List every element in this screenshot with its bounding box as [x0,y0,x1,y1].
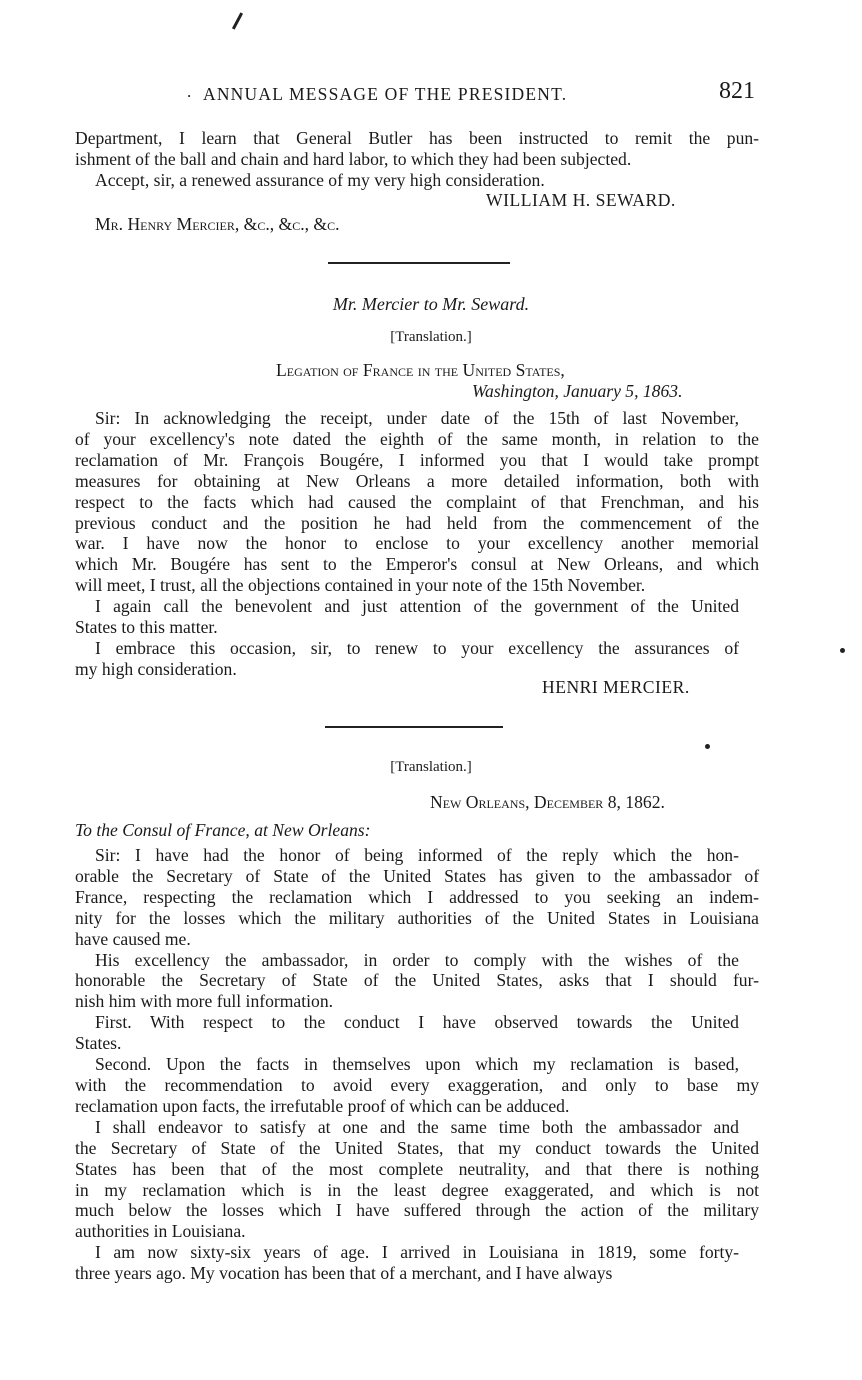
text-line: France, respecting the reclamation which I addressed to you seeking an indem- [75,886,760,907]
text-line: First. With respect to the conduct I have observed towards the United [95,1012,739,1033]
text-line: with the recommendation to avoid every exaggeration, and only to base my [75,1074,760,1095]
translation-note: [Translation.] [390,759,472,775]
text-line: Second. Upon the facts in themselves upon which my reclamation is based, [95,1054,739,1075]
text-line: war. I have now the honor to enclose to your excellency another memorial [75,533,760,554]
text-line: I embrace this occasion, sir, to renew to your excellency the assurances of [95,637,740,658]
text-line: previous conduct and the position he had held from the commencement of the [75,512,760,533]
text-line: have caused me. [75,928,191,949]
text-line: Sir: In acknowledging the receipt, under date of the 15th of last November, [95,408,739,428]
text-line: measures for obtaining at New Orleans a more detailed information, both with [75,470,759,491]
text-line: authorities in Louisiana. [75,1221,246,1242]
text-line: nity for the losses which the military authorities of the United States in Louisiana [75,907,759,928]
text-line: States. [75,1033,122,1054]
letter-paragraph [75,408,759,680]
text-line: respect to the facts which had caused the complaint of that Frenchman, and his [75,491,760,512]
running-header [75,80,755,110]
text-line: will meet, I trust, all the objections contained in your note of the 15th November. [75,575,646,596]
text-line: I shall endeavor to satisfy at one and the same time both the ambassador and [95,1116,739,1137]
text-line: I am now sixty-six years of age. I arrived in Louisiana in 1819, some forty- [95,1242,740,1263]
addressee-line: Mr. Henry Mercier, &c., &c., &c. [95,214,340,234]
text-line: I again call the benevolent and just attention of the government of the United [95,596,739,617]
text-line: which Mr. Bougére has sent to the Emperor's consul at New Orleans, and which [75,554,760,575]
closing-paragraph [75,128,759,191]
text-line: three years ago. My vocation has been that of a merchant, and I have always [75,1263,613,1284]
ink-speck [840,648,845,653]
letter-heading: Mr. Mercier to Mr. Seward. [332,294,530,314]
text-line: of your excellency's note dated the eighth of the same month, in relation to the [75,428,759,449]
text-line: Department, I learn that General Butler has been instructed to remit the pun- [75,128,760,148]
ink-speck [705,744,710,749]
text-line: reclamation upon facts, the irrefutable proof of which can be adduced. [75,1095,570,1116]
place-date: Washington, January 5, 1863. [472,381,683,401]
salutation: To the Consul of France, at New Orleans: [75,820,371,840]
translation-note: [Translation.] [390,329,472,345]
signature-mercier: HENRI MERCIER. [542,677,690,697]
place-date: New Orleans, December 8, 1862. [430,792,665,812]
text-line: nish him with more full information. [75,991,334,1012]
text-line: in my reclamation which is in the least degree exaggerated, and which is not [75,1179,760,1200]
section-rule [325,726,503,728]
text-line: States to this matter. [75,617,218,638]
text-line: the Secretary of State of the United States, that my conduct towards the United [75,1137,759,1158]
legation-line: Legation of France in the United States, [276,360,565,380]
text-line: much below the losses which I have suffered through the action of the military [75,1200,760,1221]
text-line: ishment of the ball and chain and hard labor, to which they had been subjected. [75,148,632,169]
header-bullet: . [187,82,192,101]
page-number: 821 [719,78,755,104]
text-line: orable the Secretary of State of the United States has given to the ambassador of [75,865,760,886]
text-line: States has been that of the most complete neutrality, and that there is nothing [75,1158,759,1179]
letter-body [75,845,759,1284]
text-line: my high consideration. [75,658,237,679]
text-line: His excellency the ambassador, in order to comply with the wishes of the [95,949,739,970]
accept-line: Accept, sir, a renewed assurance of my very high consideration. [95,169,545,190]
text-line: honorable the Secretary of State of the United States, asks that I should fur- [75,970,759,991]
text-line: reclamation of Mr. François Bougére, I informed you that I would take prompt [75,449,760,470]
signature-seward: WILLIAM H. SEWARD. [486,190,676,210]
text-line: Sir: I have had the honor of being informed of the reply which the hon- [95,845,739,865]
section-rule [328,262,510,264]
running-title: ANNUAL MESSAGE OF THE PRESIDENT. [203,84,568,104]
ink-mark [232,12,243,29]
